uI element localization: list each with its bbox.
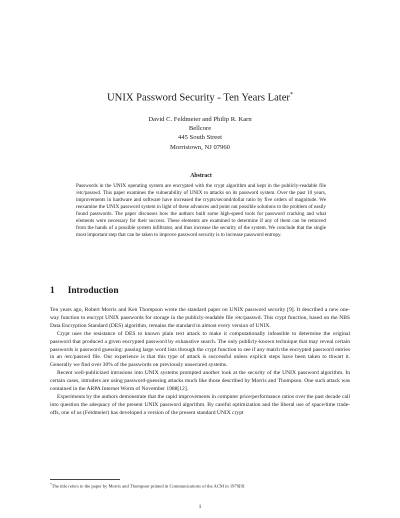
abstract-heading: Abstract <box>190 173 212 179</box>
abstract-text: Passwords in the UNIX operating system are encrypted with the crypt algorithm and kept in the publicly-readable file /etc/passwd. This paper examines the vulnerability of UNIX to attacks on its password system. Over the past 10 years, improvements in hardware and software have increased the crypts/second/dollar ratio by five orders of magnitude. We reexamine the UNIX password system in light of these advances and point out possible solutions to the problem of easily found passwords. The paper discusses how the authors built some high-speed tools for password cracking and what elements were necessary for their success. These elements are examined to determine if any of them can be removed from the hands of a possible system infiltrator, and thus increase the security of the system. We conclude that the single most important step that can be taken to improve password security is to increase password entropy. <box>76 183 326 239</box>
title-footnote-mark: * <box>289 92 293 98</box>
section-number: 1 <box>50 286 55 296</box>
footnote <box>50 481 350 490</box>
section-body <box>50 307 350 418</box>
paper-authors: David C. Feldmeier and Philip R. Karn <box>148 115 252 123</box>
paragraph: Recent well-publicized intrusions into UNIX systems prompted another look at the security of the UNIX password algorithm. In certain cases, intruders are using password-guessing attacks much like those described by Morris and Thompson. One such attack was contained in the ARPA Internet Worm of November 1988[12]. <box>50 370 350 393</box>
address-street: 445 South Street <box>178 134 222 142</box>
page-number: 1 <box>198 504 202 510</box>
footnote-rule <box>50 479 120 480</box>
paragraph: Crypt uses the resistance of DES to known plain text attack to make it computationally infeasible to determine the original password that produced a given encrypted password by exhaustive search. The only publicly-known technique that may reveal certain passwords is password guessing: passing large word lists through the crypt function to see if any match the encrypted password entries in an /etc/passwd file. Our experience is that this type of attack is successful unless explicit steps have been taken to thwart it. Generally we find over 30% of the passwords on previously unsecured systems. <box>50 330 350 369</box>
paragraph: Experiments by the authors demonstrate that the rapid improvements in computer price/performance ratios over the past decade call into question the adequacy of the present UNIX password algorithm. By careful optimization and the liberal use of space/time trade-offs, one of us (Feldmeier) has developed a version of the present standard UNIX crypt <box>50 393 350 416</box>
section-heading <box>50 285 119 297</box>
footnote-text: The title refers to the paper by Morris and Thompson printed in Communications of the ACM in 1979[9] <box>51 483 245 489</box>
paper-affiliation: Bellcore <box>188 124 212 132</box>
section-title: Introduction <box>67 286 119 296</box>
title-block <box>0 88 400 152</box>
footnote-mark: * <box>50 482 52 486</box>
paper-title <box>0 88 400 106</box>
address-city: Morristown, NJ 07960 <box>170 143 230 151</box>
paragraph: Ten years ago, Robert Morris and Ken Thompson wrote the standard paper on UNIX password security [9]. It described a new one-way function to encrypt UNIX passwords for storage in the publicly-readable file /etc/passwd. This crypt function, based on the NBS Data Encryption Standard (DES) algorithm, remains the standard in almost every version of UNIX. <box>50 307 350 329</box>
paper-title-text: UNIX Password Security - Ten Years Later <box>107 92 290 104</box>
abstract <box>76 172 326 239</box>
